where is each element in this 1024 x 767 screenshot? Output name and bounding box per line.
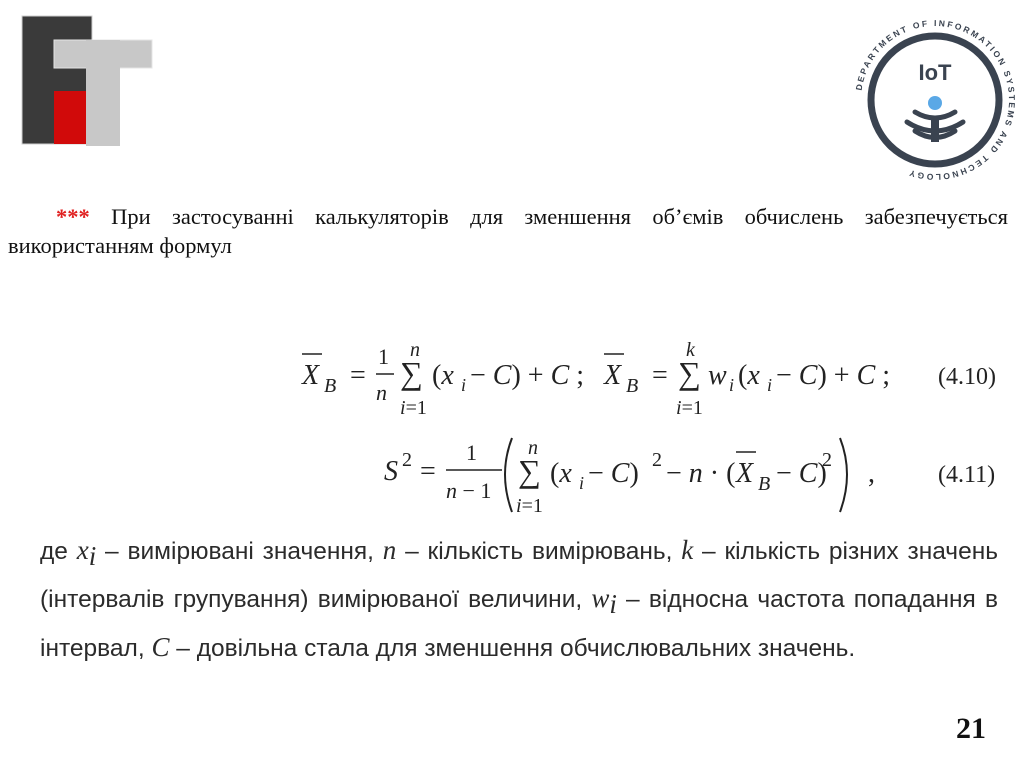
equation-number-4-11: (4.11)	[938, 462, 996, 488]
svg-text:w: w	[708, 360, 727, 391]
ft-logo	[20, 14, 155, 149]
svg-text:i=1: i=1	[400, 397, 427, 419]
svg-text:∑: ∑	[518, 453, 541, 489]
desc-text-6: – довільна стала для зменшення обчислювальних значень.	[169, 634, 856, 662]
desc-text-3: – кількість вимірювань,	[396, 538, 682, 565]
page-number: 21	[956, 712, 986, 745]
svg-text:2: 2	[402, 449, 412, 471]
svg-text:n − 1: n − 1	[446, 478, 492, 503]
svg-text:k: k	[686, 339, 695, 361]
iot-logo-graphic	[849, 14, 1021, 186]
var-n: n	[382, 535, 397, 565]
svg-text:− C) + C ;: − C) + C ;	[470, 360, 585, 391]
svg-text:B: B	[626, 375, 639, 397]
var-k: k	[681, 535, 694, 565]
svg-text:i: i	[767, 375, 773, 395]
formula-block	[298, 336, 1018, 526]
intro-text: При застосуванні калькуляторів для зменшення об’ємів обчислень забезпечується використанням формул	[8, 204, 1008, 258]
svg-text:− n · (: − n · (	[666, 458, 736, 489]
svg-text:B: B	[758, 473, 771, 495]
svg-text:,: ,	[868, 458, 875, 489]
var-x: x	[76, 535, 89, 565]
iot-department-logo	[849, 14, 1021, 186]
svg-text:1: 1	[378, 344, 389, 369]
svg-text:∑: ∑	[678, 355, 701, 391]
intro-stars: ***	[56, 204, 90, 229]
svg-text:S: S	[384, 456, 398, 487]
svg-text:i: i	[729, 375, 735, 395]
var-w-sub: i	[609, 589, 617, 620]
svg-text:=: =	[420, 456, 436, 487]
svg-text:(x: (x	[432, 360, 454, 391]
svg-text:(x: (x	[738, 360, 760, 391]
svg-text:B: B	[324, 375, 337, 397]
formulas-svg	[298, 336, 1018, 526]
desc-text-5: – відносна частота попадання в інтервал,	[40, 586, 998, 662]
variables-description	[40, 531, 998, 668]
desc-text-2: – вимірювані значення,	[96, 538, 383, 565]
var-w: w	[591, 583, 610, 614]
iot-ring-text: DEPARTMENT OF INFORMATION SYSTEMS AND TECHNOLOGY	[853, 17, 1018, 183]
svg-text:(x: (x	[550, 458, 572, 489]
svg-text:i=1: i=1	[516, 495, 543, 517]
equation-4-11	[384, 437, 995, 517]
svg-text:n: n	[376, 380, 387, 405]
ft-logo-graphic	[20, 14, 155, 149]
equation-4-10	[301, 339, 996, 419]
svg-text:X: X	[302, 360, 320, 391]
var-x-sub: i	[88, 540, 97, 571]
svg-text:n: n	[410, 339, 420, 361]
intro-paragraph	[8, 202, 1008, 260]
var-c: C	[151, 631, 170, 662]
svg-text:=: =	[652, 360, 668, 391]
svg-text:i=1: i=1	[676, 397, 703, 419]
svg-text:2: 2	[822, 449, 832, 471]
iot-text: IoT	[918, 60, 952, 85]
svg-text:X: X	[736, 458, 754, 489]
desc-text-4: – кількість різних значень (інтервалів групування) вимірюваної величини,	[40, 538, 998, 614]
desc-text-1: де	[40, 538, 77, 565]
iot-dot-icon	[928, 96, 942, 110]
svg-text:i: i	[579, 473, 585, 493]
svg-text:− C): − C)	[776, 458, 827, 489]
svg-text:X: X	[604, 360, 622, 391]
svg-text:i: i	[461, 375, 467, 395]
svg-text:=: =	[350, 360, 366, 391]
svg-text:∑: ∑	[400, 355, 423, 391]
svg-text:1: 1	[466, 440, 477, 465]
equation-number-4-10: (4.10)	[938, 364, 996, 390]
svg-text:n: n	[528, 437, 538, 459]
svg-text:− C) + C ;: − C) + C ;	[776, 360, 891, 391]
svg-text:− C): − C)	[588, 458, 639, 489]
svg-text:2: 2	[652, 449, 662, 471]
